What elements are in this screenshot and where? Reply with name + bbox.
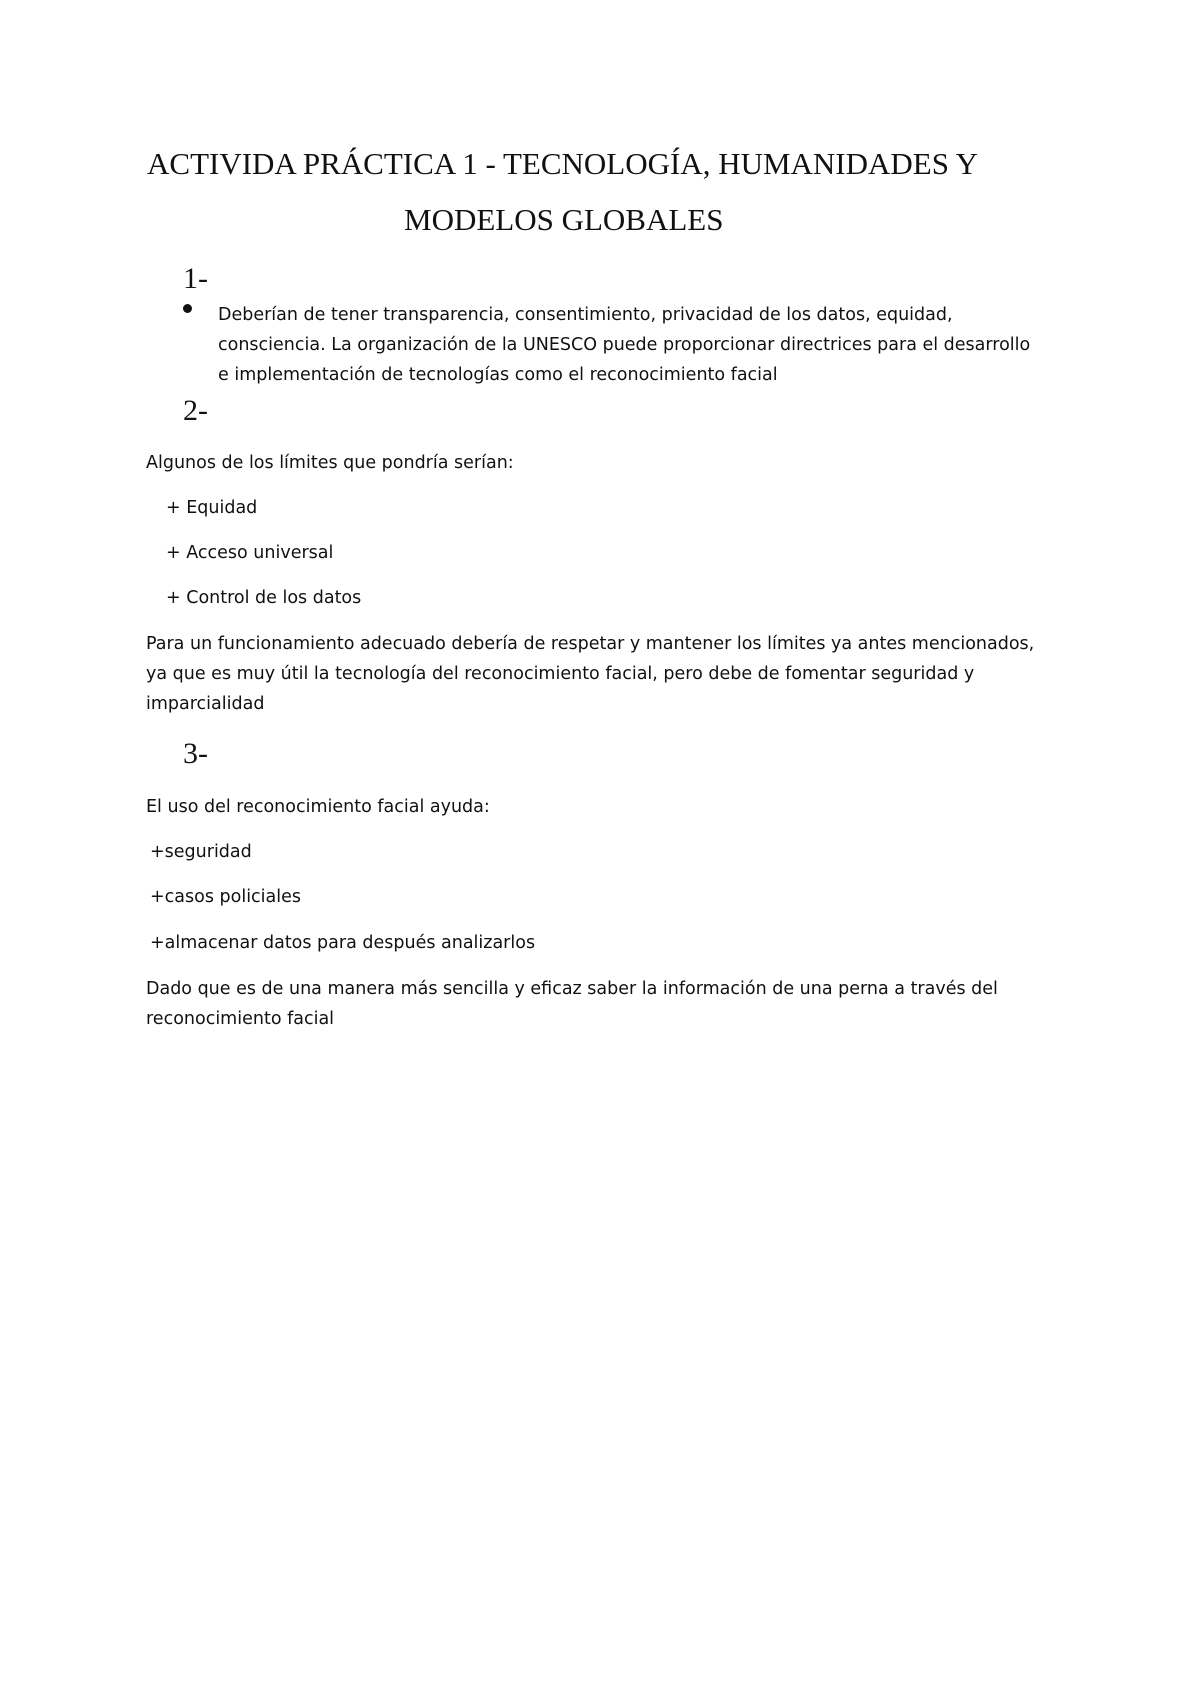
section-2-number: 2- (183, 394, 208, 427)
section-1-bullet-line: Deberían de tener transparencia, consentimiento, privacidad de los datos, equidad, (218, 305, 953, 325)
section-3-list-item: +almacenar datos para después analizarlos (150, 933, 536, 953)
section-3-conclusion-line: reconocimiento facial (146, 1009, 335, 1029)
section-2-intro: Algunos de los límites que pondría serían: (146, 453, 514, 473)
document-title-line-2: MODELOS GLOBALES (404, 202, 724, 237)
section-3-intro: El uso del reconocimiento facial ayuda: (146, 797, 490, 817)
section-3-conclusion-line: Dado que es de una manera más sencilla y eficaz saber la información de una perna a través del (146, 979, 998, 999)
section-2-conclusion-line: Para un funcionamiento adecuado debería de respetar y mantener los límites ya antes mencionados, (146, 634, 1035, 654)
section-2-list-item: + Equidad (166, 498, 258, 518)
bullet-dot-icon (183, 304, 192, 313)
document-title-line-1: ACTIVIDA PRÁCTICA 1 - TECNOLOGÍA, HUMANIDADES Y (147, 146, 978, 181)
section-1-bullet-line: consciencia. La organización de la UNESCO puede proporcionar directrices para el desarrollo (218, 335, 1031, 355)
section-3-list-item: +casos policiales (150, 887, 302, 907)
section-3-list-item: +seguridad (150, 842, 252, 862)
section-3-number: 3- (183, 737, 208, 770)
section-2-list-item: + Acceso universal (166, 543, 334, 563)
section-1-bullet-line: e implementación de tecnologías como el reconocimiento facial (218, 365, 778, 385)
section-1-number: 1- (183, 262, 208, 295)
section-2-conclusion-line: imparcialidad (146, 694, 265, 714)
section-2-conclusion-line: ya que es muy útil la tecnología del reconocimiento facial, pero debe de fomentar seguridad y (146, 664, 975, 684)
section-2-list-item: + Control de los datos (166, 588, 362, 608)
